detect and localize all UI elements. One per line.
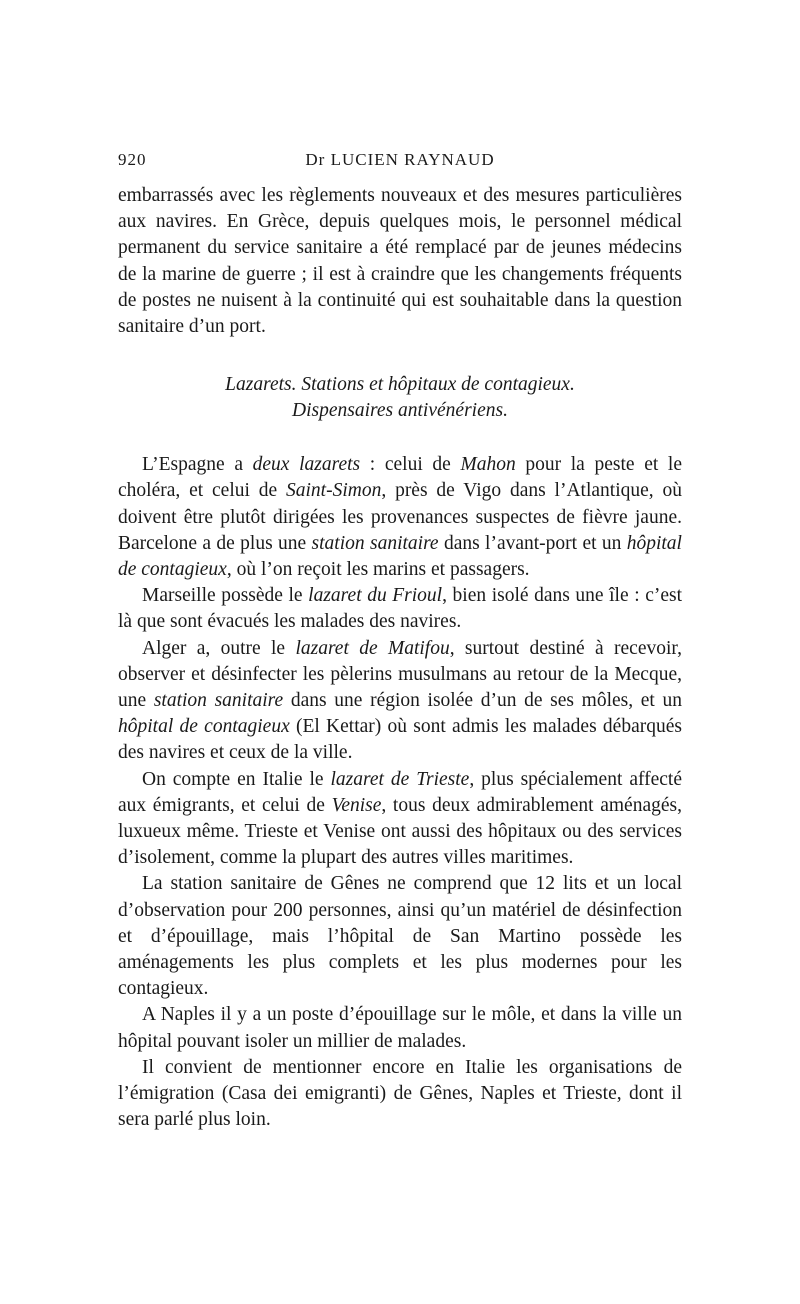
- term-mahon: Mahon: [460, 454, 516, 476]
- paragraph-spain: L’Espagne a deux lazarets : celui de Mahon pour la peste et le choléra, et celui de Saint-Simon, près de Vigo dans l’Atlantique, où doivent être plutôt dirigées les provenances suspectes de fièvre jaune. Barcelone a de plus une station sanitaire dans l’avant-port et un hôpital de contagieux, où l’on reçoit les marins et passagers.: [118, 454, 683, 581]
- paragraph-continued: embarrassés avec les règlements nouveaux et des mesures particulières aux navires. En Grèce, depuis quelques mois, le personnel médical permanent du service sanitaire a été remplacé par de jeunes médecins de la marine de guerre ; il est à craindre que les changements fréquents de postes ne nuisent à la continuité qui est souhaitable dans la question sanitaire d’un port.: [118, 185, 682, 338]
- term-station-sanitaire: station sanitaire: [153, 690, 284, 712]
- paragraph-naples: A Naples il y a un poste d’épouillage sur le môle, et dans la ville un hôpital pouvant isoler un millier de malades.: [118, 1004, 682, 1052]
- page-body: [118, 183, 682, 1134]
- paragraph-italie: On compte en Italie le lazaret de Trieste, plus spécialement affecté aux émigrants, et celui de Venise, tous deux admirablement aménagés, luxueux même. Trieste et Venise ont aussi des hôpitaux ou des services d’isolement, comme la plupart des autres villes maritimes.: [118, 768, 682, 869]
- section-heading: [118, 372, 682, 424]
- term-hopital-contagieux: hôpital de contagieux: [118, 532, 682, 581]
- paragraph-marseille: Marseille possède le lazaret du Frioul, bien isolé dans une île : c’est là que sont évacués les malades des navires.: [118, 585, 683, 633]
- page-number: 920: [118, 150, 147, 169]
- term-venise: Venise: [331, 794, 382, 816]
- section-heading-line-1: Lazarets. Stations et hôpitaux de contagieux.: [225, 374, 575, 396]
- running-header: [118, 150, 682, 174]
- term-saint-simon: Saint-Simon: [286, 480, 382, 502]
- term-lazaret-trieste: lazaret de Trieste: [330, 768, 470, 790]
- term-station-sanitaire: station sanitaire: [311, 532, 439, 554]
- paragraph-alger: Alger a, outre le lazaret de Matifou, surtout destiné à recevoir, observer et désinfecter les pèlerins musulmans au retour de la Mecque, une station sanitaire dans une région isolée d’un de ses môles, et un hôpital de contagieux (El Kettar) où sont admis les malades débarqués des navires et ceux de la ville.: [118, 637, 682, 764]
- term-hopital-contagieux: hôpital de contagieux: [118, 716, 290, 738]
- paragraph-genes: La station sanitaire de Gênes ne comprend que 12 lits et un local d’observation pour 200 personnes, ainsi qu’un matériel de désinfection et d’épouillage, mais l’hôpital de San Martino possède les aménagements les plus complets et les plus modernes pour les contagieux.: [118, 873, 682, 1000]
- term-lazaret-frioul: lazaret du Frioul: [308, 585, 443, 607]
- section-heading-line-2: Dispensaires antivénériens.: [292, 400, 508, 422]
- term-deux-lazarets: deux lazarets: [252, 454, 361, 476]
- paragraph-emigration: Il convient de mentionner encore en Italie les organisations de l’émigration (Casa dei emigranti) de Gênes, Naples et Trieste, dont il sera parlé plus loin.: [118, 1056, 682, 1131]
- term-lazaret-matifou: lazaret de Matifou: [295, 637, 450, 659]
- running-head-author: Dr LUCIEN RAYNAUD: [305, 150, 495, 169]
